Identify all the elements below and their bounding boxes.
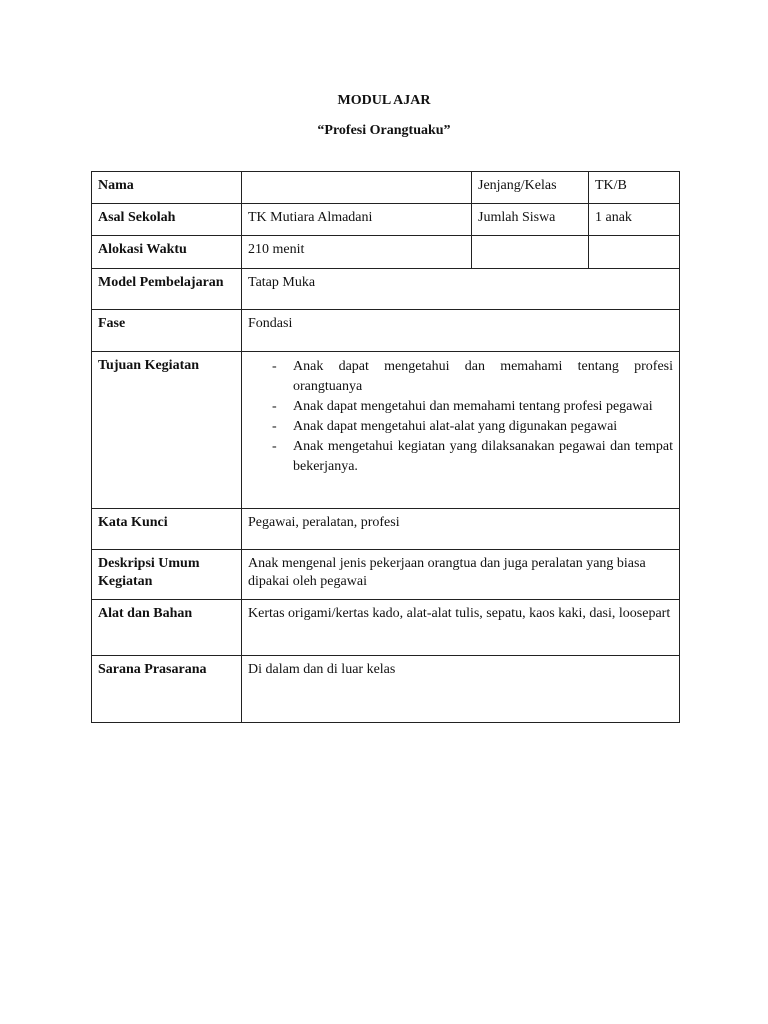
row-alokasi-waktu [92,236,680,269]
label-deskripsi-umum-kegiatan: Deskripsi Umum Kegiatan [92,550,242,600]
goals-list [248,357,673,477]
modul-ajar-table [91,171,680,723]
row-nama [92,172,680,204]
label-nama: Nama [92,172,242,204]
row-model-pembelajaran [92,269,680,310]
goal-text: Anak mengetahui kegiatan yang dilaksanakan pegawai dan tempat bekerjanya. [293,439,673,474]
goal-text: Anak dapat mengetahui dan memahami tentang profesi orangtuanya [293,359,673,394]
label-alokasi-waktu: Alokasi Waktu [92,236,242,269]
value-nama [242,172,472,204]
document-subtitle: “Profesi Orangtuaku” [317,123,451,138]
value-deskripsi-umum-kegiatan: Anak mengenal jenis pekerjaan orangtua dan juga peralatan yang biasa dipakai oleh pegawai [242,550,680,600]
bullet-dash: - [272,439,277,454]
row-asal-sekolah [92,204,680,236]
value-fase: Fondasi [242,310,680,352]
goal-text: Anak dapat mengetahui alat-alat yang digunakan pegawai [293,419,618,434]
row-alat-dan-bahan [92,600,680,656]
value-model-pembelajaran: Tatap Muka [242,269,680,310]
value-jumlah-siswa: 1 anak [589,204,680,236]
empty-cell [589,236,680,269]
goal-text: Anak dapat mengetahui dan memahami tentang profesi pegawai [293,399,653,414]
empty-cell [472,236,589,269]
value-kata-kunci: Pegawai, peralatan, profesi [242,509,680,550]
list-item [248,357,673,397]
value-asal-sekolah: TK Mutiara Almadani [242,204,472,236]
row-fase [92,310,680,352]
label-jumlah-siswa: Jumlah Siswa [472,204,589,236]
bullet-dash: - [272,399,277,414]
row-deskripsi-umum [92,550,680,600]
value-alat-dan-bahan: Kertas origami/kertas kado, alat-alat tulis, sepatu, kaos kaki, dasi, loosepart [242,600,680,656]
label-asal-sekolah: Asal Sekolah [92,204,242,236]
list-item [248,417,673,437]
label-sarana-prasarana: Sarana Prasarana [92,656,242,723]
label-alat-dan-bahan: Alat dan Bahan [92,600,242,656]
value-sarana-prasarana: Di dalam dan di luar kelas [242,656,680,723]
document-title: MODUL AJAR [337,93,431,108]
row-kata-kunci [92,509,680,550]
value-tujuan-kegiatan [242,352,680,509]
row-sarana-prasarana [92,656,680,723]
bullet-dash: - [272,419,277,434]
label-model-pembelajaran: Model Pembelajaran [92,269,242,310]
label-kata-kunci: Kata Kunci [92,509,242,550]
list-item [248,397,673,417]
value-jenjang-kelas: TK/B [589,172,680,204]
value-alokasi-waktu: 210 menit [242,236,472,269]
label-tujuan-kegiatan: Tujuan Kegiatan [92,352,242,509]
row-tujuan-kegiatan [92,352,680,509]
list-item [248,437,673,477]
bullet-dash: - [272,359,277,374]
label-fase: Fase [92,310,242,352]
label-jenjang-kelas: Jenjang/Kelas [472,172,589,204]
